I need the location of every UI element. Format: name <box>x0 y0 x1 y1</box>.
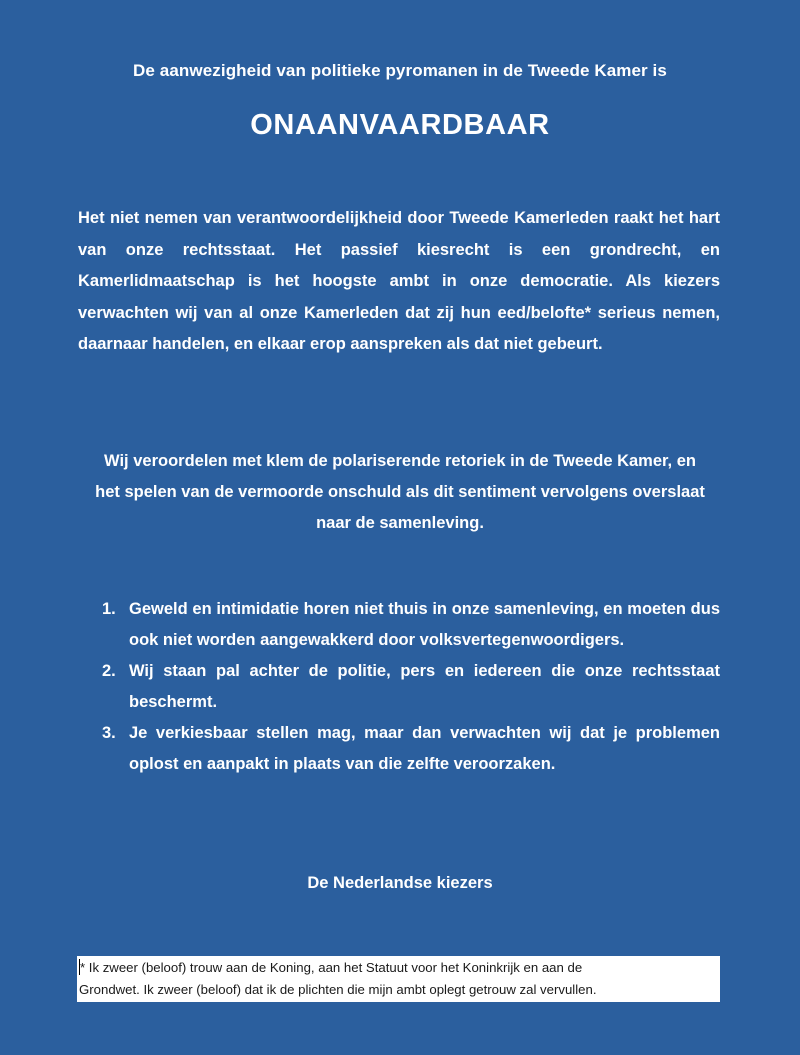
list-number: 2. <box>102 662 116 680</box>
footnote-line-1 <box>79 957 718 979</box>
list-item <box>78 656 720 718</box>
points-list <box>78 594 720 780</box>
footnote-box[interactable] <box>77 956 720 1002</box>
footnote-line-2: Grondwet. Ik zweer (beloof) dat ik de plichten die mijn ambt oplegt getrouw zal vervullen. <box>79 982 597 997</box>
condemnation-paragraph: Wij veroordelen met klem de polariserende retoriek in de Tweede Kamer, en het spelen van de vermoorde onschuld als dit sentiment vervolgens overslaat naar de samenleving. <box>95 452 705 532</box>
signoff: De Nederlandse kiezers <box>307 874 493 892</box>
list-item <box>78 718 720 780</box>
headline: ONAANVAARDBAAR <box>250 109 550 141</box>
list-item <box>78 594 720 656</box>
main-paragraph: Het niet nemen van verantwoordelijkheid door Tweede Kamerleden raakt het hart van onze rechtsstaat. Het passief kiesrecht is een grondrecht, en Kamerlidmaatschap is het hoogste ambt in onze democratie. Als kiezers verwachten wij van al onze Kamerleden dat zij hun eed/belofte* serieus nemen, daarnaar handelen, en elkaar erop aanspreken als dat niet gebeurt. <box>78 209 720 354</box>
intro-line: De aanwezigheid van politieke pyromanen in de Tweede Kamer is <box>133 61 667 80</box>
list-item-text: Geweld en intimidatie horen niet thuis in onze samenleving, en moeten dus ook niet worden aangewakkerd door volksvertegenwoordigers. <box>129 600 720 649</box>
list-number: 3. <box>102 724 116 742</box>
footnote-line-1-text: * Ik zweer (beloof) trouw aan de Koning, aan het Statuut voor het Koninkrijk en aan de <box>80 960 583 975</box>
list-item-text: Wij staan pal achter de politie, pers en iedereen die onze rechtsstaat beschermt. <box>129 662 720 711</box>
list-number: 1. <box>102 600 116 618</box>
list-item-text: Je verkiesbaar stellen mag, maar dan verwachten wij dat je problemen oplost en aanpakt in plaats van die zelfte veroorzaken. <box>129 724 720 773</box>
